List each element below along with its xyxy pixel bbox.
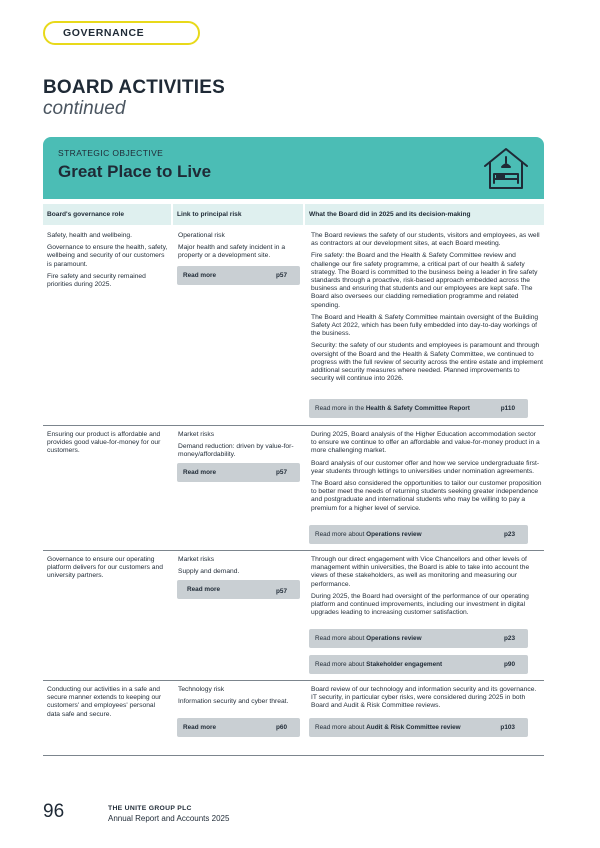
read-more-health-safety-link[interactable] (309, 399, 528, 418)
page-ref: p57 (275, 588, 287, 595)
row-divider (43, 680, 544, 681)
read-more-label: Read more (183, 272, 217, 279)
page-ref: p103 (500, 724, 515, 731)
row-2-risk (178, 431, 300, 464)
action-text: The Board reviews the safety of our students, visitors and employees, as well as contractors at our development sites, at each Board meeting. (311, 232, 540, 248)
page-ref: p57 (275, 469, 287, 476)
action-text: The Board also considered the opportunities to tailor our customer proposition to better meet the needs of returning students seeking greater independence and postgraduate and international students who may be willing to pay a premium for a higher level of service. (311, 480, 542, 512)
read-more-risk-link[interactable] (177, 580, 300, 599)
footer-report-title: Annual Report and Accounts 2025 (108, 814, 230, 823)
risk-title: Technology risk (178, 686, 225, 693)
action-text: Security: the safety of our students and employees is paramount and through oversight of the Board and the Health & Safety Committee, we continued to progress with the full review of security across the entire estate and implement additional security measures where needed. Planned improvements to security will continue into 2026. (311, 342, 543, 383)
row-2-role (47, 431, 169, 460)
page-ref: p90 (503, 661, 515, 668)
row-divider (43, 550, 544, 551)
row-divider (43, 425, 544, 426)
role-text: Governance to ensure our operating platform delivers for our customers and university partners. (47, 556, 163, 580)
read-more-audit-risk-link[interactable] (309, 718, 528, 737)
banner-label: STRATEGIC OBJECTIVE (58, 148, 164, 158)
page-subtitle: continued (43, 98, 126, 119)
banner-title: Great Place to Live (58, 162, 212, 181)
risk-text: Information security and cyber threat. (178, 698, 289, 706)
column-header-action: What the Board did in 2025 and its decision-making (305, 204, 544, 225)
page-ref: p57 (275, 272, 287, 279)
read-more-risk-link[interactable] (177, 718, 300, 737)
row-4-action (311, 686, 543, 715)
read-more-label: Read more (183, 469, 217, 476)
row-divider (43, 755, 544, 756)
role-text: Conducting our activities in a safe and secure manner extends to keeping our customers' and employees' personal data safe and secure. (47, 686, 162, 718)
action-text: Board review of our technology and information security and its governance. IT security, in particular cyber risks, were considered during 2025 in both Board and Audit & Risk Committee reviews. (311, 686, 537, 710)
read-more-risk-link[interactable] (177, 266, 300, 285)
row-1-action (311, 232, 543, 387)
read-more-label: Read more about Operations review (315, 635, 422, 642)
column-header-risk: Link to principal risk (173, 204, 303, 225)
risk-title: Market risks (178, 556, 215, 563)
row-2-action (311, 431, 543, 517)
page-ref: p23 (503, 531, 515, 538)
row-1-risk (178, 232, 300, 265)
row-1-role (47, 232, 169, 293)
read-more-operations-link[interactable] (309, 629, 528, 648)
column-header-role: Board's governance role (43, 204, 171, 225)
risk-title: Market risks (178, 431, 215, 438)
page-number: 96 (43, 801, 65, 822)
action-text: The Board and Health & Safety Committee maintain oversight of the Building Safety Act 2022, which has been fully embedded into day-to-day workings of the business. (311, 313, 539, 338)
read-more-operations-link[interactable] (309, 525, 528, 544)
read-more-label: Read more about Stakeholder engagement (315, 661, 443, 668)
read-more-label: Read more (183, 724, 217, 731)
action-text: During 2025, Board analysis of the Higher Education accommodation sector to ensure we continue to offer an affordable and value-for-money product in a more challenging market. (311, 431, 540, 455)
read-more-stakeholder-link[interactable] (309, 655, 528, 674)
footer-company: THE UNITE GROUP PLC (108, 805, 192, 812)
row-3-risk (178, 556, 300, 580)
role-text: Governance to ensure the health, safety, wellbeing and security of our customers is paramount. (47, 244, 168, 268)
risk-text: Major health and safety incident in a property or a development site. (178, 244, 286, 260)
house-bed-icon (482, 145, 530, 191)
row-4-role (47, 686, 169, 723)
action-text: During 2025, the Board had oversight of the performance of our operating platform and continued improvements, including our investment in digital upgrades leading to increasing customer satisfaction. (311, 592, 529, 617)
action-text: Fire safety: the Board and the Health & Safety Committee review and challenge our fire safety programme, a critical part of our health & safety strategy. The Board is committed to the business being a leader in fire safety standards through a proactive, risk-based approach embedded across the business and ensuring that students and our employees are kept safe. The Board also oversees our cladding remediation programme and related spending. (311, 252, 538, 309)
role-text: Fire safety and security remained priorities during 2025. (47, 272, 146, 289)
section-label: GOVERNANCE (43, 21, 200, 45)
strategic-objective-banner (43, 137, 544, 199)
page-ref: p23 (503, 635, 515, 642)
page-ref: p110 (500, 405, 515, 412)
read-more-label: Read more in the Health & Safety Committee Report (315, 405, 470, 412)
page-ref: p60 (275, 724, 287, 731)
action-text: Board analysis of our customer offer and how we service undergraduate first-year students through lettings to universities under nomination agreements. (311, 459, 540, 475)
role-text: Safety, health and wellbeing. (47, 232, 133, 239)
read-more-risk-link[interactable] (177, 463, 300, 482)
page-title: BOARD ACTIVITIES (43, 77, 225, 98)
risk-text: Supply and demand. (178, 568, 240, 576)
read-more-label: Read more (187, 586, 221, 593)
row-4-risk (178, 686, 300, 710)
risk-title: Operational risk (178, 232, 225, 239)
read-more-label: Read more about Audit & Risk Committee review (315, 724, 461, 731)
role-text: Ensuring our product is affordable and provides good value-for-money for our customers. (47, 431, 161, 455)
risk-text: Demand reduction: driven by value-for-money/affordability. (178, 443, 294, 459)
read-more-label: Read more about Operations review (315, 531, 422, 538)
row-3-action (311, 556, 543, 621)
row-3-role (47, 556, 169, 585)
action-text: Through our direct engagement with Vice Chancellors and other levels of management within universities, the Board is able to take into account the views of these stakeholders, as well as monitoring and measuring our performance. (311, 556, 530, 588)
